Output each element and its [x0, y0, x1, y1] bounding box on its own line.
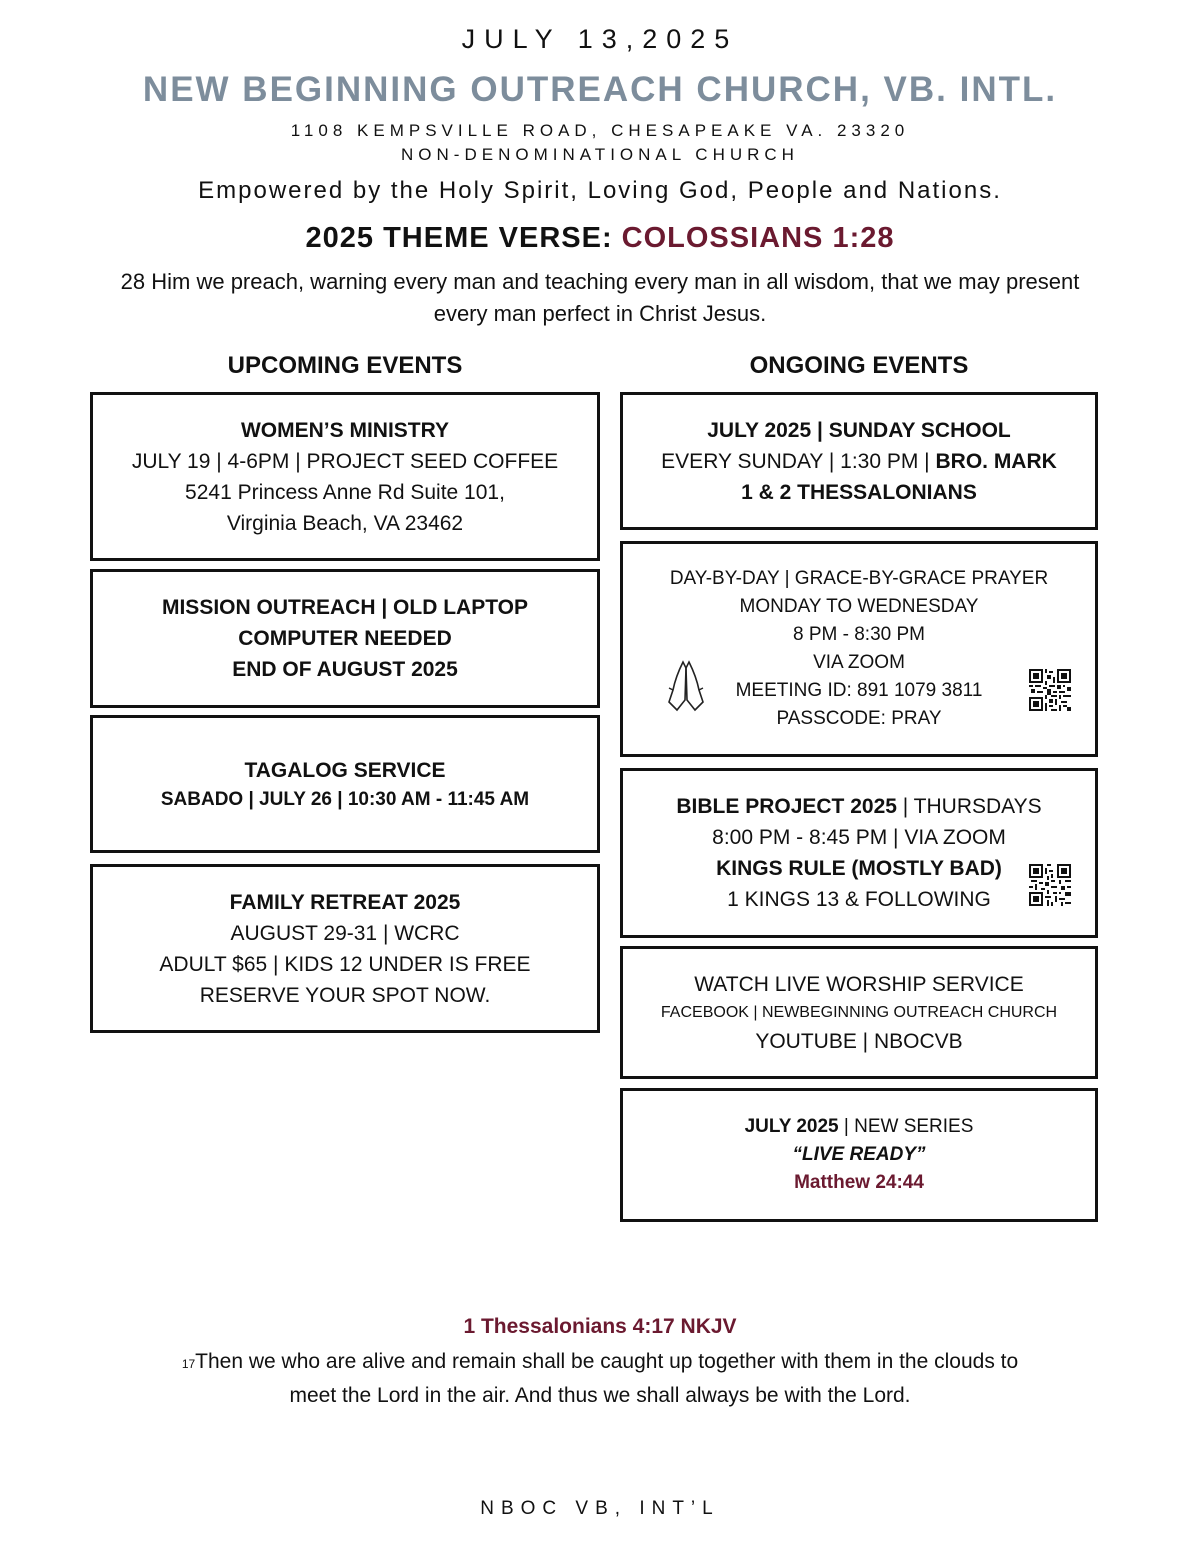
event-detail: MEETING ID: 891 1079 3811: [735, 680, 983, 701]
closing-verse-reference: 1 Thessalonians 4:17 NKJV: [463, 1315, 737, 1338]
event-new-series: [620, 1088, 1098, 1222]
event-schedule: EVERY SUNDAY | 1:30 PM |: [661, 449, 936, 473]
event-day: | THURSDAYS: [896, 795, 1042, 818]
event-detail: ADULT $65 | KIDS 12 UNDER IS FREE: [159, 952, 531, 976]
event-mission-outreach: [90, 569, 600, 708]
closing-verse-text: Then we who are alive and remain shall be caught up together with them in the clouds to meet the Lord in the air. And thus we shall always be with the Lord.: [195, 1350, 1019, 1407]
event-title: WATCH LIVE WORSHIP SERVICE: [694, 972, 1024, 996]
ongoing-events-heading: ONGOING EVENTS: [749, 352, 969, 379]
church-address: 1108 KEMPSVILLE ROAD, CHESAPEAKE VA. 23320: [290, 121, 910, 140]
closing-verse: [0, 1346, 1200, 1411]
church-name: NEW BEGINNING OUTREACH CHURCH, VB. INTL.: [142, 70, 1058, 109]
event-detail: RESERVE YOUR SPOT NOW.: [199, 983, 491, 1007]
theme-label: 2025 THEME VERSE:: [305, 222, 622, 254]
event-detail: COMPUTER NEEDED: [238, 627, 452, 650]
event-title: [676, 791, 1041, 822]
praying-hands-icon: [665, 658, 707, 714]
event-detail: PASSCODE: PRAY: [776, 708, 942, 729]
series-name: “LIVE READY”: [792, 1144, 926, 1165]
theme-verse-text: [0, 266, 1200, 330]
event-title: DAY-BY-DAY | GRACE-BY-GRACE PRAYER: [669, 568, 1049, 589]
church-denomination: NON-DENOMINATIONAL CHURCH: [401, 145, 799, 164]
event-address-line: 5241 Princess Anne Rd Suite 101,: [185, 480, 505, 504]
event-title: JULY 2025 | SUNDAY SCHOOL: [707, 418, 1011, 442]
facebook-link: FACEBOOK | NEWBEGINNING OUTREACH CHURCH: [660, 1003, 1058, 1021]
upcoming-events-heading: UPCOMING EVENTS: [227, 352, 463, 379]
event-tagalog-service: [90, 715, 600, 853]
event-watch-live: [620, 946, 1098, 1079]
theme-reference: COLOSSIANS 1:28: [621, 222, 895, 254]
event-detail: AUGUST 29-31 | WCRC: [230, 921, 460, 945]
event-detail: SABADO | JULY 26 | 10:30 AM - 11:45 AM: [160, 788, 530, 810]
event-detail: MONDAY TO WEDNESDAY: [739, 596, 979, 617]
event-detail: 8:00 PM - 8:45 PM | VIA ZOOM: [712, 826, 1006, 849]
church-tagline: Empowered by the Holy Spirit, Loving God, People and Nations.: [198, 177, 1002, 204]
theme-verse-heading: [0, 222, 1200, 255]
event-topic: 1 & 2 THESSALONIANS: [741, 480, 977, 504]
event-detail: 8 PM - 8:30 PM: [793, 624, 925, 645]
youtube-link: YOUTUBE | NBOCVB: [755, 1029, 963, 1053]
footer-text: NBOC VB, INT’L: [480, 1498, 720, 1519]
qr-code-icon: [1029, 864, 1071, 906]
event-detail: END OF AUGUST 2025: [232, 658, 458, 681]
event-detail: 1 KINGS 13 & FOLLOWING: [727, 888, 991, 911]
event-address-line: Virginia Beach, VA 23462: [226, 511, 464, 535]
event-title: MISSION OUTREACH | OLD LAPTOP: [161, 596, 528, 619]
event-detail: VIA ZOOM: [813, 652, 905, 673]
bulletin-date: JULY 13,2025: [461, 24, 739, 54]
event-prayer: [620, 541, 1098, 757]
series-reference: Matthew 24:44: [794, 1172, 924, 1193]
event-topic: KINGS RULE (MOSTLY BAD): [716, 857, 1002, 880]
event-teacher: BRO. MARK: [935, 449, 1057, 473]
verse-number: 17: [181, 1357, 196, 1371]
event-detail: JULY 19 | 4-6PM | PROJECT SEED COFFEE: [131, 449, 559, 473]
event-name: BIBLE PROJECT 2025: [676, 795, 897, 818]
event-title: FAMILY RETREAT 2025: [229, 890, 461, 914]
event-title: [745, 1113, 974, 1141]
event-title: WOMEN’S MINISTRY: [240, 418, 450, 442]
series-month: JULY 2025: [744, 1116, 839, 1137]
event-womens-ministry: [90, 392, 600, 561]
event-bible-project: [620, 768, 1098, 938]
series-label: | NEW SERIES: [838, 1116, 974, 1137]
event-sunday-school: [620, 392, 1098, 530]
qr-code-icon: [1029, 669, 1071, 711]
event-detail: [661, 446, 1057, 477]
theme-verse-body: 28 Him we preach, warning every man and teaching every man in all wisdom, that we may present every man perfect in Christ Jesus.: [120, 269, 1080, 326]
event-title: TAGALOG SERVICE: [244, 758, 446, 782]
event-family-retreat: [90, 864, 600, 1033]
